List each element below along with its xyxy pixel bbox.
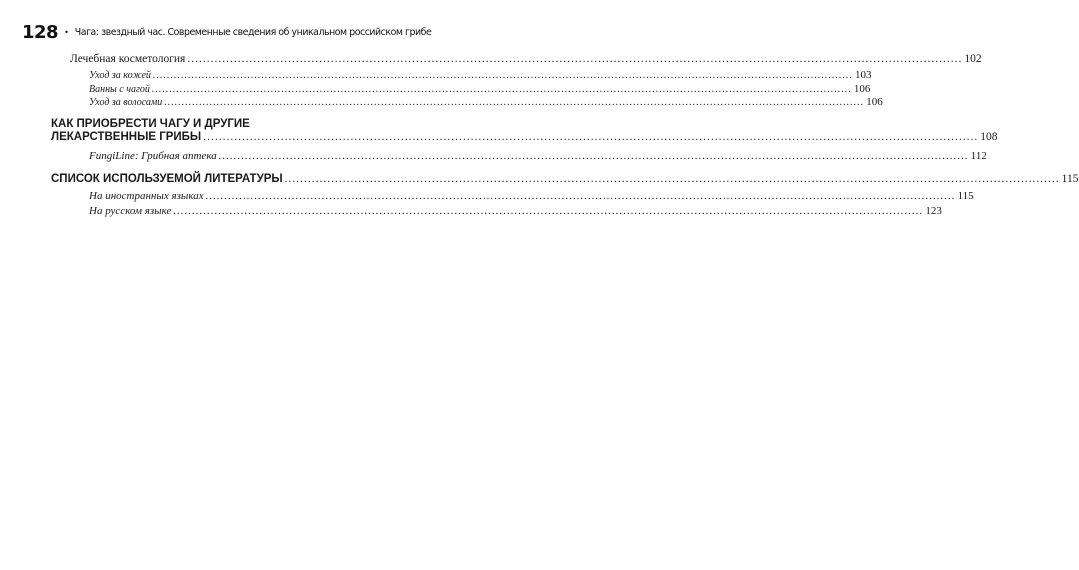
- dot-leader: ........................................................................................................................................................................................................: [173, 205, 924, 217]
- toc-entry-page: 106: [866, 96, 883, 108]
- toc-entry-label: На иностранных языках: [89, 190, 204, 202]
- toc-entry-label: СПИСОК ИСПОЛЬЗУЕМОЙ ЛИТЕРАТУРЫ: [51, 173, 283, 185]
- dot-leader: ........................................................................................................................................................................................................: [164, 97, 865, 108]
- toc-entry-foreign-languages[interactable]: [89, 190, 974, 202]
- toc-entry-label: Лечебная косметология: [70, 53, 186, 65]
- toc-entry-fungiline[interactable]: [89, 150, 987, 162]
- running-title: Чага: звездный час. Современные сведения об уникальном российском грибе: [74, 27, 432, 38]
- toc-heading-how-to-buy-line1[interactable]: КАК ПРИОБРЕСТИ ЧАГУ И ДРУГИЕ: [51, 118, 250, 130]
- toc-entry-label: Уход за кожей: [89, 70, 151, 81]
- toc-entry-cosmetology[interactable]: [70, 53, 982, 65]
- toc-entry-label: ЛЕКАРСТВЕННЫЕ ГРИБЫ: [51, 131, 202, 143]
- toc-entry-label: FungiLine: Грибная аптека: [89, 150, 217, 162]
- toc-entry-skin-care[interactable]: [89, 69, 872, 81]
- toc-entry-label: На русском языке: [89, 205, 172, 217]
- page-header: [22, 22, 431, 43]
- toc-entry-page: 103: [854, 69, 872, 81]
- dot-leader: ........................................................................................................................................................................................................: [203, 131, 979, 143]
- bullet-separator: •: [64, 28, 69, 37]
- dot-leader: ........................................................................................................................................................................................................: [152, 70, 853, 81]
- toc-entry-page: 112: [970, 150, 987, 162]
- dot-leader: ........................................................................................................................................................................................................: [218, 150, 969, 162]
- toc-entry-chaga-baths[interactable]: [89, 83, 871, 95]
- dot-leader: ........................................................................................................................................................................................................: [187, 53, 963, 65]
- toc-entry-label: Уход за волосами: [89, 97, 163, 108]
- toc-entry-page: 106: [853, 83, 871, 95]
- dot-leader: ........................................................................................................................................................................................................: [205, 190, 956, 202]
- dot-leader: ........................................................................................................................................................................................................: [284, 173, 1060, 185]
- toc-entry-label: Ванны с чагой: [89, 84, 150, 95]
- dot-leader: ........................................................................................................................................................................................................: [151, 84, 852, 95]
- toc-entry-how-to-buy[interactable]: [51, 131, 998, 143]
- toc-entry-russian-language[interactable]: [89, 205, 942, 217]
- toc-entry-page: 102: [964, 53, 982, 65]
- page-number: 128: [22, 22, 59, 43]
- toc-entry-references[interactable]: [51, 173, 1079, 185]
- toc-entry-page: 115: [957, 190, 974, 202]
- toc-entry-hair-care[interactable]: [89, 96, 883, 108]
- toc-entry-page: 108: [980, 131, 998, 143]
- toc-entry-page: 123: [925, 205, 942, 217]
- toc-entry-page: 115: [1061, 173, 1079, 185]
